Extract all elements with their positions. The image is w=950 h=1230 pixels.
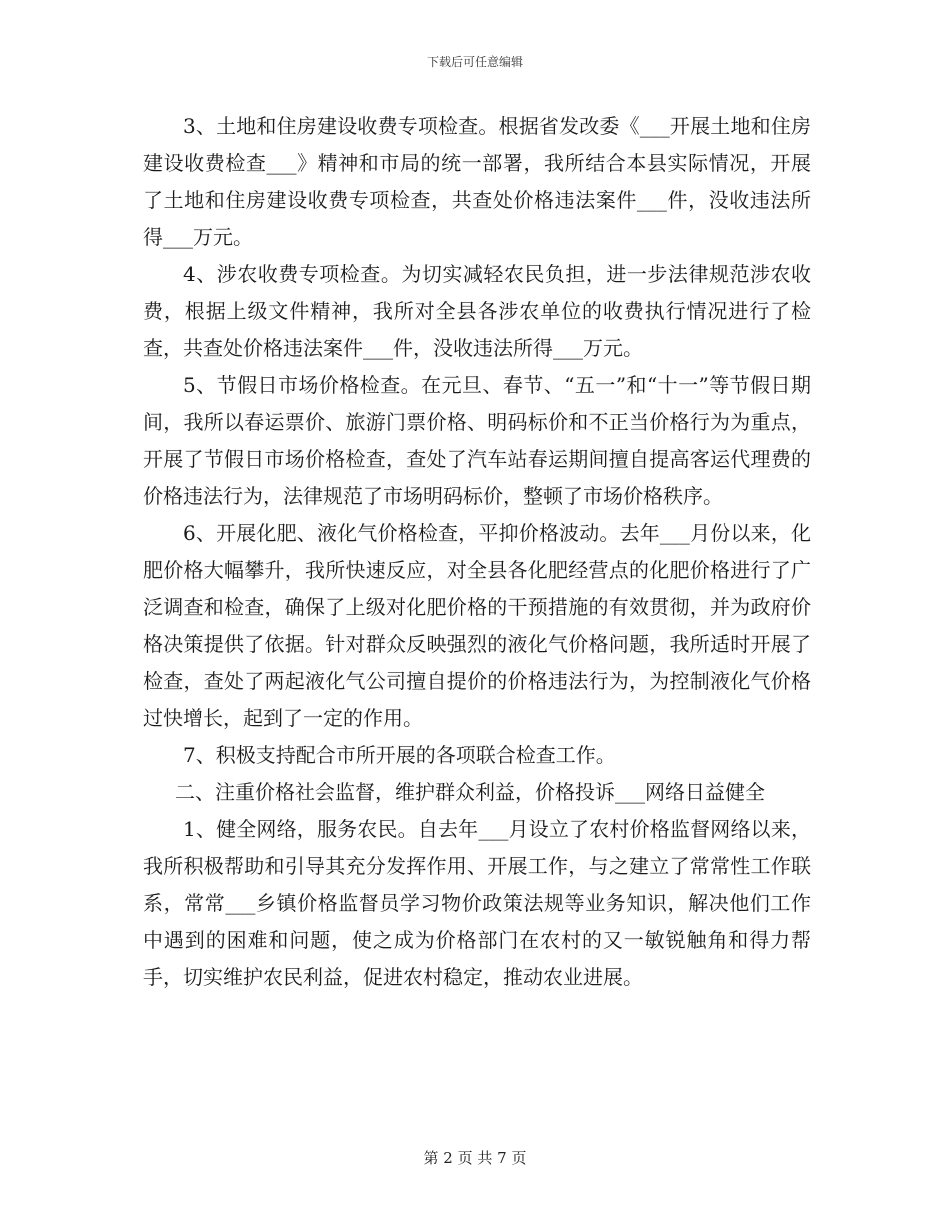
paragraph-item-3: 3、土地和住房建设收费专项检查。根据省发改委《___开展土地和住房建设收费检查___》精神和市局的统一部署，我所结合本县实际情况，开展了土地和住房建设收费专项检查，共查处价格违法案件___件，没收违法所得___万元。 <box>143 114 811 249</box>
paragraph-item-1: 1、健全网络，服务农民。自去年___月设立了农村价格监督网络以来，我所积极帮助和引导其充分发挥作用、开展工作，与之建立了常常性工作联系，常常___乡镇价格监督员学习物价政策法规等业务知识，解决他们工作中遇到的困难和问题，使之成为价格部门在农村的又一敏锐触角和得力帮手，切实维护农民利益，促进农村稳定，推动农业进展。 <box>143 817 811 989</box>
paragraph-item-7: 7、积极支持配合市所开展的各项联合检查工作。 <box>183 743 616 767</box>
page-header: 下载后可任意编辑 <box>426 55 523 69</box>
document-body <box>143 108 811 996</box>
paragraph-item-4: 4、涉农收费专项检查。为切实减轻农民负担，进一步法律规范涉农收费，根据上级文件精神，我所对全县各涉农单位的收费执行情况进行了检查，共查处价格违法案件___件，没收违法所得___万元。 <box>143 262 811 360</box>
page-number: 第 2 页 共 7 页 <box>423 1149 527 1167</box>
section-heading: 二、注重价格社会监督，维护群众利益，价格投诉___网络日益健全 <box>175 780 765 804</box>
paragraph-item-6: 6、开展化肥、液化气价格检查，平抑价格波动。去年___月份以来，化肥价格大幅攀升，我所快速反应，对全县各化肥经营点的化肥价格进行了广泛调查和检查，确保了上级对化肥价格的干预措施的有效贯彻，并为政府价格决策提供了依据。针对群众反映强烈的液化气价格问题，我所适时开展了检查，查处了两起液化气公司擅自提价的价格违法行为，为控制液化气价格过快增长，起到了一定的作用。 <box>143 521 811 730</box>
paragraph-item-5: 5、节假日市场价格检查。在元旦、春节、“五一”和“十一”等节假日期间，我所以春运票价、旅游门票价格、明码标价和不正当价格行为为重点，开展了节假日市场价格检查，查处了汽车站春运期间擅自提高客运代理费的价格违法行为，法律规范了市场明码标价，整顿了市场价格秩序。 <box>143 373 811 508</box>
